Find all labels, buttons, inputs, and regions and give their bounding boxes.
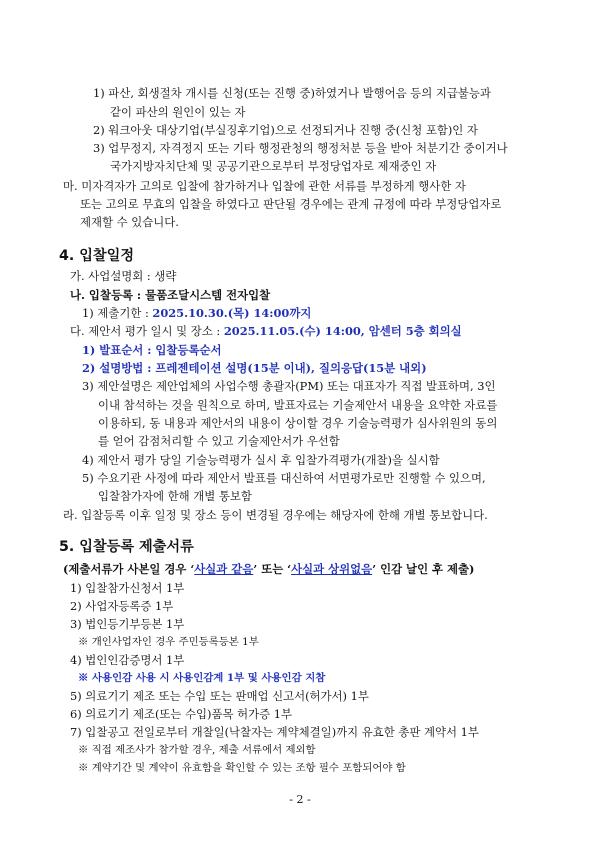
section-heading-schedule: 4. 입찰일정 [59, 248, 135, 264]
stamp-phrase: 사실과 같음 [194, 562, 254, 576]
label: 다. 제안서 평가 일시 및 장소 : [70, 324, 224, 338]
page-number: - 2 - [289, 793, 311, 806]
text-line: 가. 사업설명회 : 생략 [70, 269, 177, 283]
list-item: 6) 의료기기 제조(또는 수입)품목 허가증 1부 [70, 707, 292, 721]
text-line: 2) 워크아웃 대상기업(부실징후기업)으로 선정되거나 진행 중(신청 포함)인 자 [93, 123, 478, 137]
text-line: 1) 발표순서 : 입찰등록순서 [82, 343, 222, 357]
note-part: ’ 인감 날인 후 제출) [372, 562, 475, 576]
note: ※ 직접 제조사가 참가할 경우, 제출 서류에서 제외함 [78, 744, 316, 756]
text-line: 5) 수요기관 사정에 따라 제안서 발표를 대신하여 서면평가로만 진행할 수 있으며, [82, 471, 486, 485]
text-line: 이내 참석하는 것을 원칙으로 하며, 발표자료는 기술제안서 내용을 요약한 자료를 [98, 398, 498, 412]
text-line [82, 305, 311, 321]
note: ※ 개인사업자인 경우 주민등록등본 1부 [78, 636, 259, 648]
text-line: 나. 입찰등록 : 물품조달시스템 전자입찰 [70, 288, 271, 302]
deadline-value: 2025.10.30.(목) 14:00까지 [152, 306, 312, 320]
list-item: 7) 입찰공고 전일로부터 개찰일(낙찰자는 계약체결일)까지 유효한 총판 계약서 1부 [70, 725, 479, 739]
text-line: 4) 제안서 평가 당일 기술능력평가 실시 후 입찰가격평가(개찰)을 실시함 [82, 453, 440, 467]
text-line: 1) 파산, 회생절차 개시를 신청(또는 진행 중)하였거나 발행어음 등의 지급불능과 [93, 86, 491, 100]
stamp-phrase: 사실과 상위없음 [291, 562, 373, 576]
list-item: 5) 의료기기 제조 또는 수입 또는 판매업 신고서(허가서) 1부 [70, 689, 369, 703]
label: 1) 제출기한 : [82, 306, 153, 320]
list-item: 3) 법인등기부등본 1부 [70, 617, 185, 631]
text-line: 같이 파산의 원인이 있는 자 [110, 105, 246, 119]
text-line: 이용하되, 동 내용과 제안서의 내용이 상이할 경우 기술능력평가 심사위원의 동의 [98, 416, 498, 430]
note-part: (제출서류가 사본일 경우 ‘ [63, 562, 195, 576]
list-item: 1) 입찰참가신청서 1부 [70, 581, 185, 595]
text-line: 를 얻어 감점처리할 수 있고 기술제안서가 우선함 [98, 434, 340, 448]
text-line: 2) 설명방법 : 프레젠테이션 설명(15분 이내), 질의응답(15분 내외) [82, 361, 427, 375]
text-line: 3) 업무정지, 자격정지 또는 기타 행정관청의 행정처분 등을 받아 처분기간 중이거나 [93, 141, 508, 155]
section-heading-documents: 5. 입찰등록 제출서류 [59, 539, 194, 555]
text-line: 또는 고의로 무효의 입찰을 하였다고 판단될 경우에는 관계 규정에 따라 부정당업자로 [80, 197, 502, 211]
list-item: 2) 사업자등록증 1부 [70, 599, 174, 613]
text-line: 입찰참가자에 한해 개별 통보함 [98, 489, 252, 503]
text-line [63, 561, 474, 577]
note: ※ 계약기간 및 계약이 유효함을 확인할 수 있는 조항 필수 포함되어야 함 [78, 762, 406, 774]
note-part: ’ 또는 ‘ [253, 562, 292, 576]
text-line: 제재할 수 있습니다. [80, 215, 179, 229]
note: ※ 사용인감 사용 시 사용인감계 1부 및 사용인감 지참 [78, 672, 326, 684]
text-line: 3) 제안설명은 제안업체의 사업수행 총괄자(PM) 또는 대표자가 직접 발표하며, 3인 [82, 379, 496, 393]
text-line: 라. 입찰등록 이후 일정 및 장소 등이 변경될 경우에는 해당자에 한해 개별 통보합니다. [63, 508, 488, 522]
text-line: 마. 미자격자가 고의로 입찰에 참가하거나 입찰에 관한 서류를 부정하게 행사한 자 [63, 179, 466, 193]
evaluation-datetime: 2025.11.05.(수) 14:00, 암센터 5층 회의실 [223, 324, 462, 338]
list-item: 4) 법인인감증명서 1부 [70, 653, 185, 667]
text-line [70, 323, 462, 339]
text-line: 국가지방자치단체 및 공공기관으로부터 부정당업자로 제재중인 자 [110, 159, 437, 173]
